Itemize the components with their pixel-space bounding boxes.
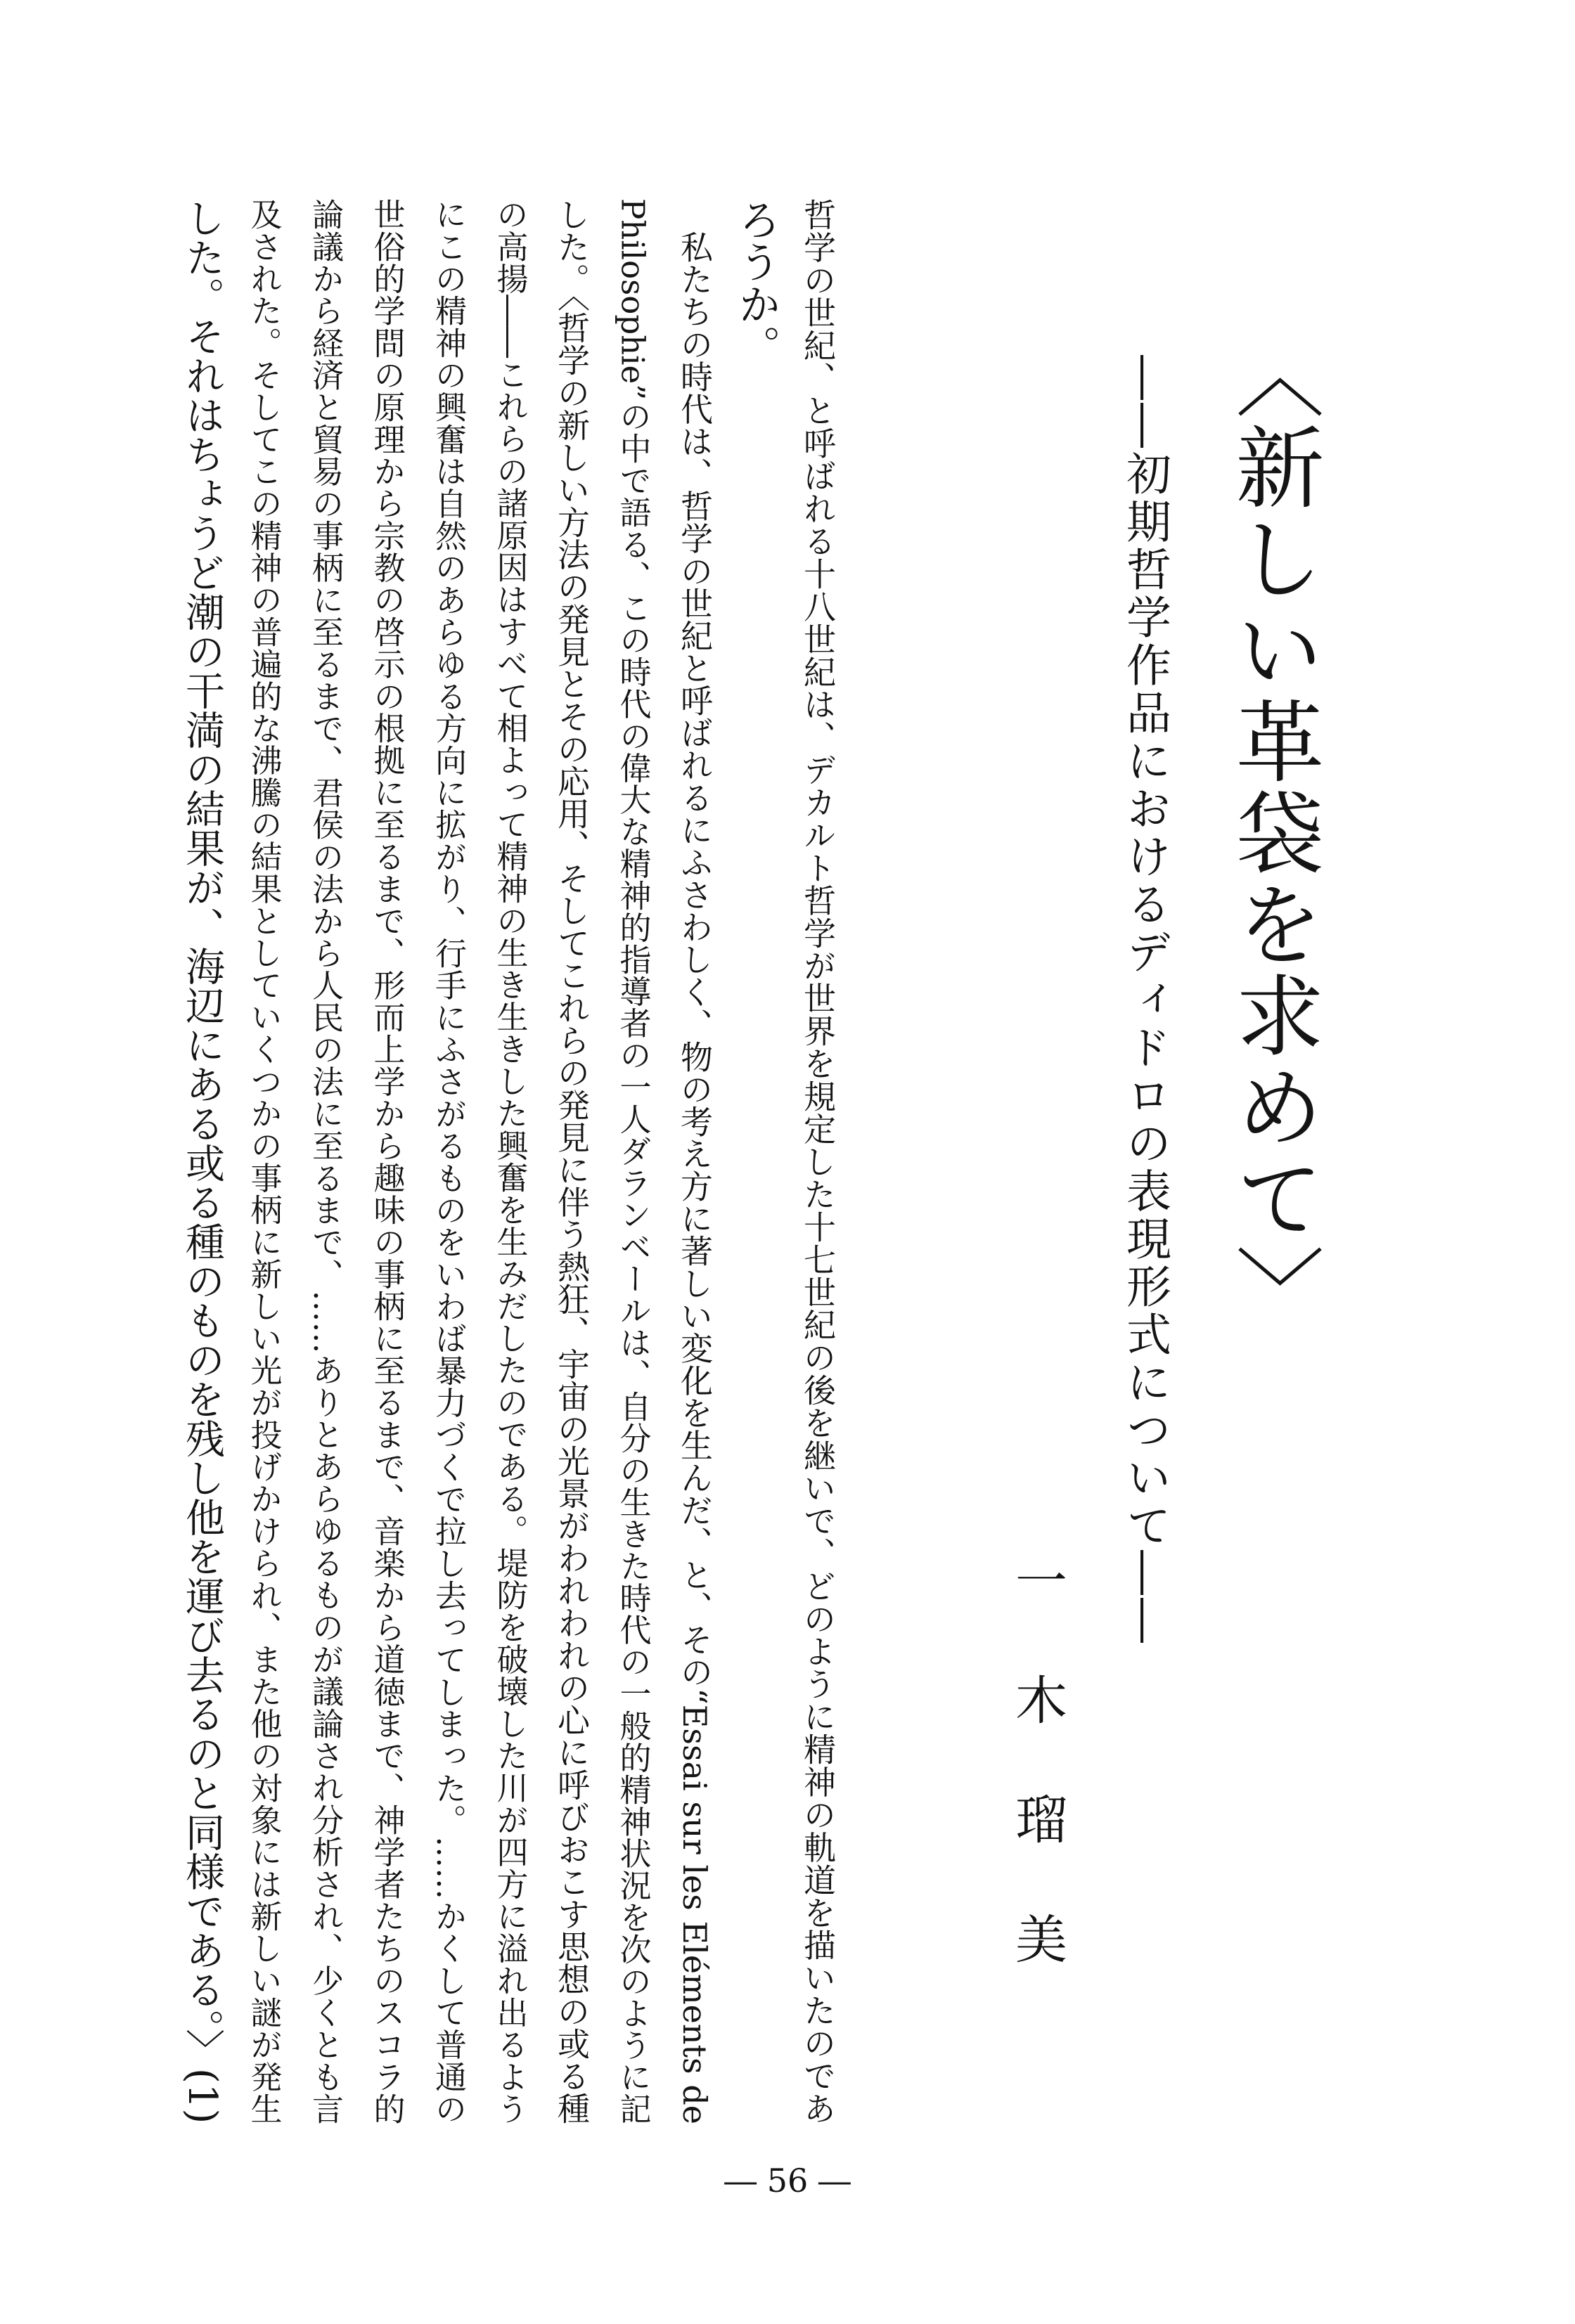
body-line: 世俗的学問の原理から宗教の啓示の根拠に至るまで、形而上学から趣味の事柄に至るまで、音楽から道徳まで、神学者たちのスコラ的: [368, 198, 406, 2125]
body-line: Philosophie”の中で語る、この時代の偉大な精神的指導者の一人ダランベールは、自分の生きた時代の一般的精神状況を次のように記: [614, 198, 652, 2124]
body-line: 論議から経済と貿易の事柄に至るまで、君侯の法から人民の法に至るまで、……ありとあらゆるものが議論され分析され、少くとも言: [307, 198, 344, 2125]
body-line: 私たちの時代は、哲学の世紀と呼ばれるにふさわしく、物の考え方に著しい変化を生んだ、と、その“Essai sur les Eléments de: [676, 198, 714, 2124]
author-name: 一木瑠美: [1007, 1554, 1067, 2032]
article-subtitle: ――初期哲学作品におけるディドロの表現形式について――: [1119, 355, 1171, 1646]
body-line: ろうか。: [731, 198, 781, 367]
body-line: 哲学の世紀、と呼ばれる十八世紀は、デカルト哲学が世界を規定した十七世紀の後を継いで、どのように精神の軌道を描いたのであ: [799, 198, 837, 2124]
body-text: [172, 198, 849, 2124]
body-line: した。それはちょうど潮の干満の結果が、海辺にある或る種のものを残し他を運び去るのと同様である。〉(1): [179, 198, 225, 2124]
article-title: 〈新しい革袋を求めて〉: [1221, 330, 1325, 1336]
body-line: 及された。そしてこの精神の普遍的な沸騰の結果としていくつかの事柄に新しい光が投げかけられ、また他の対象には新しい謎が発生: [245, 198, 283, 2125]
page-number: ― 56 ―: [724, 2162, 851, 2200]
body-line: した。〈哲学の新しい方法の発見とその応用、そしてこれらの発見に伴う熱狂、宇宙の光景がわれわれの心に呼びおこす思想の或る種: [553, 198, 591, 2124]
body-line: にこの精神の興奮は自然のあらゆる方向に拡がり、行手にふさがるものをいわば暴力づくで拉し去ってしまった。……かくして普通の: [430, 198, 467, 2124]
body-line: の高揚――これらの諸原因はすべて相よって精神の生き生きした興奮を生みだしたのである。堤防を破壊した川が四方に溢れ出るよう: [491, 198, 529, 2125]
